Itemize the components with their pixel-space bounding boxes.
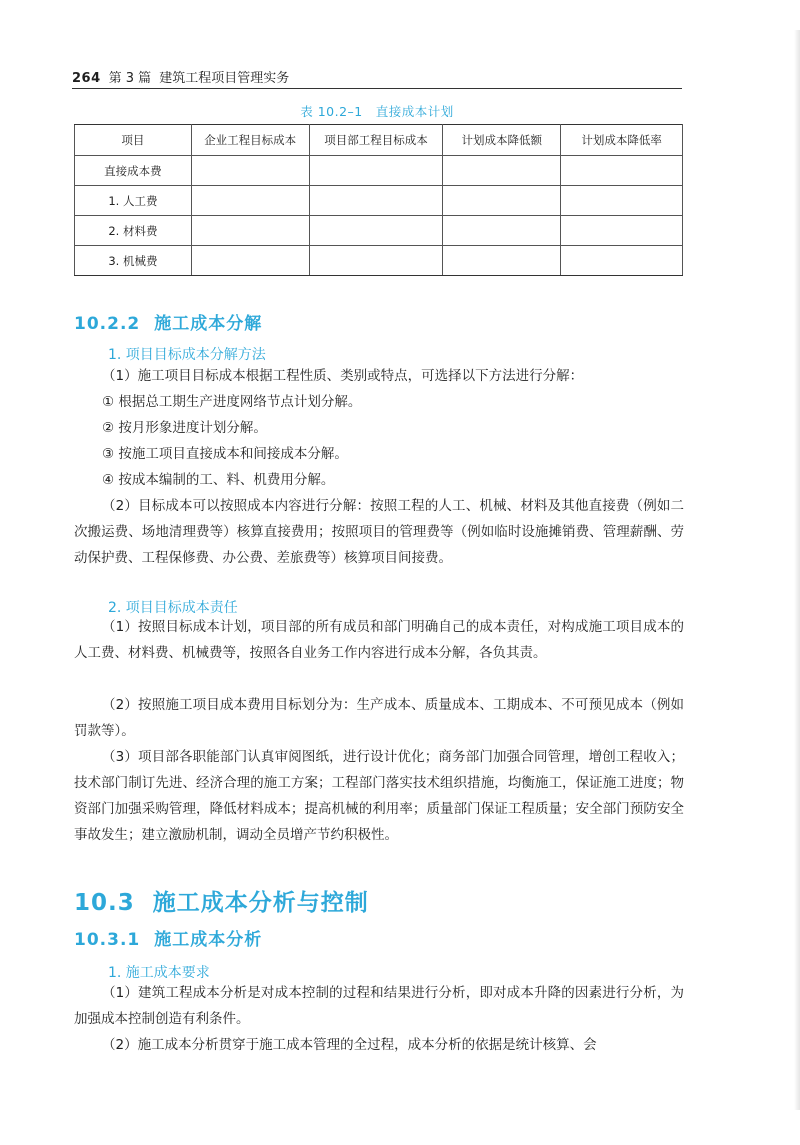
table-header-cell: 企业工程目标成本 [191, 125, 309, 156]
paragraph: （1）施工项目目标成本根据工程性质、类别或特点，可选择以下方法进行分解： [102, 368, 584, 384]
table-cell [561, 216, 683, 246]
table-cell [309, 216, 443, 246]
part-label: 第 3 篇 [108, 71, 152, 86]
table-header-row [75, 125, 683, 156]
list-item: ③ 按施工项目直接成本和间接成本分解。 [102, 446, 348, 462]
table-cell [309, 156, 443, 186]
table-cell [191, 186, 309, 216]
subsection-heading: 2. 项目目标成本责任 [108, 600, 238, 616]
table-row [75, 186, 683, 216]
table-cell [309, 186, 443, 216]
paragraph: （3）项目部各职能部门认真审阅图纸，进行设计优化；商务部门加强合同管理，增创工程收入；技术部门制订先进、经济合理的施工方案；工程部门落实技术组织措施，均衡施工，保证施工进度；物资部门加强采购管理，降低材料成本；提高机械的利用率；质量部门保证工程质量；安全部门预防安全事故发生；建立激励机制，调动全员增产节约积极性。 [74, 749, 684, 843]
subsection-heading: 1. 项目目标成本分解方法 [108, 347, 266, 363]
table-cell [561, 246, 683, 276]
section-heading-10-2-2 [74, 309, 262, 334]
table-row [75, 216, 683, 246]
section-heading-10-3-1 [74, 925, 262, 950]
paragraph: （1）按照目标成本计划，项目部的所有成员和部门明确自己的成本责任，对构成施工项目成本的人工费、材料费、机械费等，按照各自业务工作内容进行成本分解，各负其责。 [74, 619, 684, 661]
table-cell [561, 156, 683, 186]
table-cell [191, 216, 309, 246]
table-row [75, 246, 683, 276]
table-cell [561, 186, 683, 216]
paragraph: （2）按照施工项目成本费用目标划分为：生产成本、质量成本、工期成本、不可预见成本（例如罚款等）。 [74, 697, 684, 739]
table-cell: 2. 材料费 [75, 216, 192, 246]
table-caption: 表 10.2–1 直接成本计划 [300, 104, 454, 119]
table-cell [443, 156, 561, 186]
chapter-section-heading-10-3 [74, 884, 369, 917]
list-item: ④ 按成本编制的工、料、机费用分解。 [102, 472, 335, 488]
table-cell [309, 246, 443, 276]
section-number: 10.3 [74, 890, 135, 916]
section-number: 10.2.2 [74, 314, 141, 334]
table-cell [443, 246, 561, 276]
table-header-cell: 计划成本降低率 [561, 125, 683, 156]
running-header [72, 67, 682, 86]
section-number: 10.3.1 [74, 930, 141, 950]
list-item: ① 根据总工期生产进度网络节点计划分解。 [102, 394, 362, 410]
section-title: 施工成本分析与控制 [152, 890, 369, 916]
section-title: 施工成本分解 [154, 314, 263, 334]
page-edge-shadow [794, 30, 800, 1110]
table-header-cell: 计划成本降低额 [443, 125, 561, 156]
subsection-heading: 1. 施工成本要求 [108, 965, 210, 981]
table-header-cell: 项目部工程目标成本 [309, 125, 443, 156]
table-cell [443, 186, 561, 216]
table-cell [191, 246, 309, 276]
table-cell: 直接成本费 [75, 156, 192, 186]
section-title: 施工成本分析 [154, 930, 263, 950]
header-rule [72, 88, 682, 89]
table-cell: 3. 机械费 [75, 246, 192, 276]
table-cell: 1. 人工费 [75, 186, 192, 216]
table-row [75, 156, 683, 186]
table-cell [443, 216, 561, 246]
paragraph: （1）建筑工程成本分析是对成本控制的过程和结果进行分析，即对成本升降的因素进行分析，为加强成本控制创造有利条件。 [74, 985, 684, 1027]
list-item: ② 按月形象进度计划分解。 [102, 420, 267, 436]
part-title: 建筑工程项目管理实务 [159, 71, 290, 86]
paragraph: （2）施工成本分析贯穿于施工成本管理的全过程，成本分析的依据是统计核算、会 [102, 1037, 597, 1053]
direct-cost-plan-table [74, 124, 683, 276]
paragraph: （2）目标成本可以按照成本内容进行分解：按照工程的人工、机械、材料及其他直接费（例如二次搬运费、场地清理费等）核算直接费用；按照项目的管理费等（例如临时设施摊销费、管理薪酬、劳动保护费、工程保修费、办公费、差旅费等）核算项目间接费。 [74, 498, 684, 566]
table-cell [191, 156, 309, 186]
table-header-cell: 项目 [75, 125, 192, 156]
page-number: 264 [72, 71, 101, 86]
